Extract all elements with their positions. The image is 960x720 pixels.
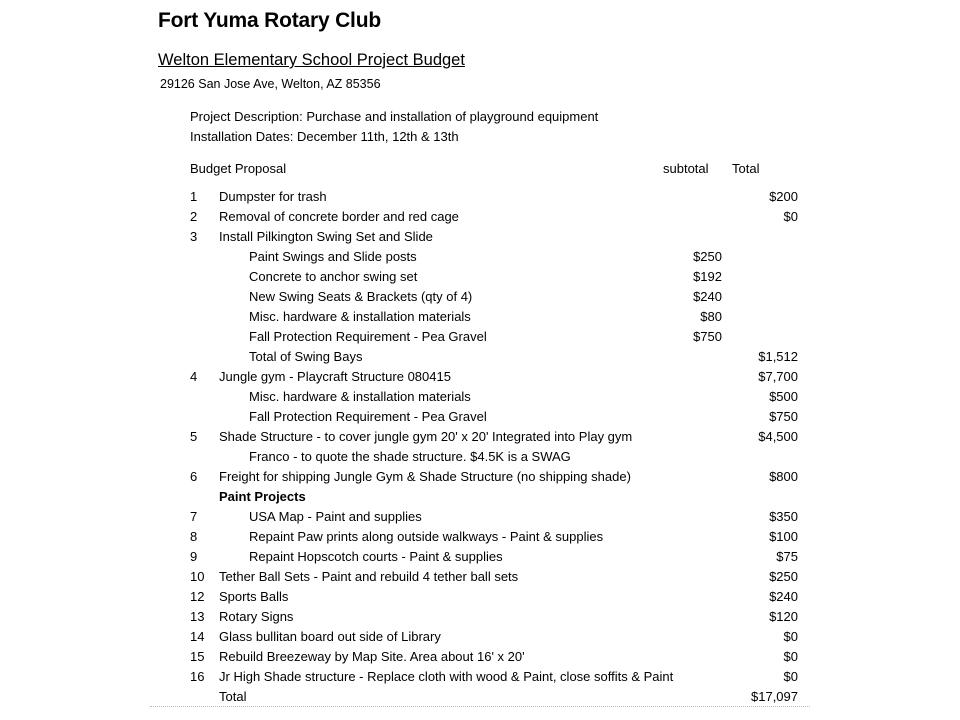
budget-row [0,529,960,549]
budget-row [0,249,960,269]
line-description: Concrete to anchor swing set [249,269,418,284]
line-description: Removal of concrete border and red cage [219,209,459,224]
budget-row [0,669,960,689]
line-description: Rotary Signs [219,609,294,624]
line-description: Franco - to quote the shade structure. $4.5K is a SWAG [249,449,571,464]
line-description: Jr High Shade structure - Replace cloth with wood & Paint, close soffits & Paint [219,669,674,684]
line-number: 1 [190,189,198,204]
line-total: $75 [776,549,798,564]
line-total: $17,097 [751,689,798,704]
project-description: Project Description: Purchase and installation of playground equipment [190,109,599,124]
line-description: Dumpster for trash [219,189,327,204]
line-description: Fall Protection Requirement - Pea Gravel [249,409,487,424]
line-description: Shade Structure - to cover jungle gym 20' x 20' Integrated into Play gym [219,429,633,444]
budget-row [0,649,960,669]
budget-table [0,189,960,709]
budget-row [0,189,960,209]
org-title: Fort Yuma Rotary Club [158,9,381,32]
line-total: $4,500 [758,429,798,444]
line-description: Freight for shipping Jungle Gym & Shade Structure (no shipping shade) [219,469,631,484]
line-total: $240 [769,589,798,604]
budget-row [0,469,960,489]
line-number: 16 [190,669,205,684]
line-description: Misc. hardware & installation materials [249,389,471,404]
line-number: 5 [190,429,198,444]
line-total: $0 [783,649,798,664]
budget-row [0,449,960,469]
budget-row [0,349,960,369]
line-description: Total of Swing Bays [249,349,363,364]
line-description: Tether Ball Sets - Paint and rebuild 4 tether ball sets [219,569,519,584]
budget-row [0,209,960,229]
line-number: 12 [190,589,205,604]
line-number: 13 [190,609,205,624]
line-number: 3 [190,229,198,244]
budget-row [0,409,960,429]
line-total: $100 [769,529,798,544]
budget-row [0,509,960,529]
line-number: 14 [190,629,205,644]
budget-row [0,489,960,509]
line-subtotal: $750 [693,329,722,344]
line-total: $250 [769,569,798,584]
budget-row [0,589,960,609]
line-number: 2 [190,209,198,224]
line-description: Rebuild Breezeway by Map Site. Area about 16' x 20' [219,649,525,664]
budget-row [0,309,960,329]
line-total: $1,512 [758,349,798,364]
line-description: Jungle gym - Playcraft Structure 080415 [219,369,451,384]
line-number: 6 [190,469,198,484]
line-subtotal: $80 [700,309,722,324]
line-subtotal: $240 [693,289,722,304]
line-description: Repaint Paw prints along outside walkways - Paint & supplies [249,529,604,544]
budget-row [0,329,960,349]
line-description: Sports Balls [219,589,289,604]
line-description: Paint Swings and Slide posts [249,249,417,264]
installation-dates: Installation Dates: December 11th, 12th & 13th [190,129,459,144]
line-number: 4 [190,369,198,384]
total-column-header: Total [732,161,760,176]
line-total: $0 [783,629,798,644]
line-total: $800 [769,469,798,484]
line-description: Repaint Hopscotch courts - Paint & supplies [249,549,503,564]
budget-row [0,369,960,389]
line-description: Paint Projects [219,489,306,504]
line-total: $200 [769,189,798,204]
budget-proposal-heading: Budget Proposal [190,161,287,176]
line-total: $7,700 [758,369,798,384]
line-total: $0 [783,209,798,224]
budget-row [0,429,960,449]
line-total: $350 [769,509,798,524]
subtotal-column-header: subtotal [663,161,709,176]
line-total: $120 [769,609,798,624]
line-subtotal: $192 [693,269,722,284]
document-title: Welton Elementary School Project Budget [158,51,465,69]
line-number: 15 [190,649,205,664]
page-edge-divider [150,706,810,708]
budget-row [0,389,960,409]
line-description: Glass bullitan board out side of Library [219,629,441,644]
line-number: 10 [190,569,205,584]
line-number: 8 [190,529,198,544]
budget-row [0,289,960,309]
budget-row [0,549,960,569]
line-description: New Swing Seats & Brackets (qty of 4) [249,289,473,304]
line-total: $500 [769,389,798,404]
line-number: 9 [190,549,198,564]
budget-row [0,609,960,629]
budget-row [0,269,960,289]
budget-row [0,569,960,589]
line-description: Fall Protection Requirement - Pea Gravel [249,329,487,344]
address: 29126 San Jose Ave, Welton, AZ 85356 [160,77,381,91]
line-description: Misc. hardware & installation materials [249,309,471,324]
line-total: $750 [769,409,798,424]
line-description: USA Map - Paint and supplies [249,509,422,524]
line-description: Total [219,689,247,704]
line-number: 7 [190,509,198,524]
line-total: $0 [783,669,798,684]
budget-row [0,629,960,649]
line-description: Install Pilkington Swing Set and Slide [219,229,433,244]
budget-row [0,229,960,249]
line-subtotal: $250 [693,249,722,264]
